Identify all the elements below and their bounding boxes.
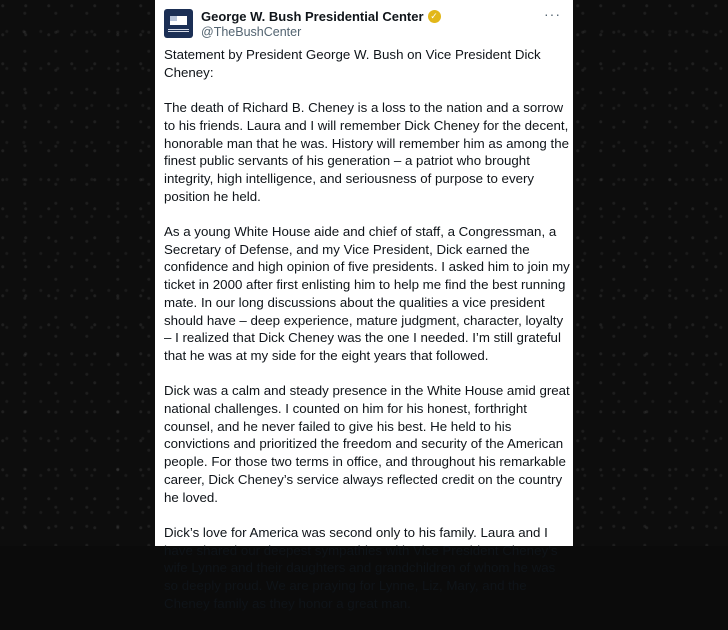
account-name-row (201, 9, 441, 24)
post-text (164, 46, 570, 630)
post-paragraph: Dick was a calm and steady presence in the White House amid great national challenges. I counted on him for his honest, forthright counsel, and he never failed to give his best. He held to his convictions and prioritized the freedom and security of the American people. For those two terms in office, and throughout his remarkable career, Dick Cheney’s service always reflected credit on the country he loved. (164, 383, 570, 505)
post-paragraph: Dick’s love for America was second only to his family. Laura and I have shared our deepest sympathies with Vice President Cheney’s wife Lynne and their daughters and grandchildren of whom he was so deeply proud. We are praying for Lynne, Liz, Mary, and the Cheney family as they honor a great man. (164, 524, 558, 611)
more-options-icon[interactable]: ··· (544, 6, 561, 22)
post-paragraph: As a young White House aide and chief of staff, a Congressman, a Secretary of Defense, and my Vice President, Dick earned the confidence and high opinion of five presidents. I asked him to join my ticket in 2000 after first enlisting him to help me find the best running mate. In our long discussions about the qualities a vice president should have – deep experience, mature judgment, character, loyalty – I realized that Dick Cheney was the one I needed. I’m still grateful that he was at my side for the eight years that followed. (164, 224, 570, 363)
account-handle[interactable]: @TheBushCenter (201, 25, 302, 39)
post-card (155, 0, 573, 611)
logo-line (168, 29, 189, 30)
account-name[interactable]: George W. Bush Presidential Center (201, 9, 424, 24)
logo-line (168, 31, 189, 32)
post-paragraph: The death of Richard B. Cheney is a loss to the nation and a sorrow to his friends. Laura and I will remember Dick Cheney for the decent, honorable man that he was. History will remember him as among the finest public servants of his generation – a patriot who brought integrity, high intelligence, and seriousness of purpose to every position he held. (164, 100, 569, 204)
avatar[interactable] (164, 9, 193, 38)
post-header (164, 8, 565, 40)
verified-badge-icon: ✓ (428, 10, 441, 23)
flag-logo-icon (170, 16, 187, 25)
post-paragraph: Statement by President George W. Bush on Vice President Dick Cheney: (164, 47, 541, 80)
